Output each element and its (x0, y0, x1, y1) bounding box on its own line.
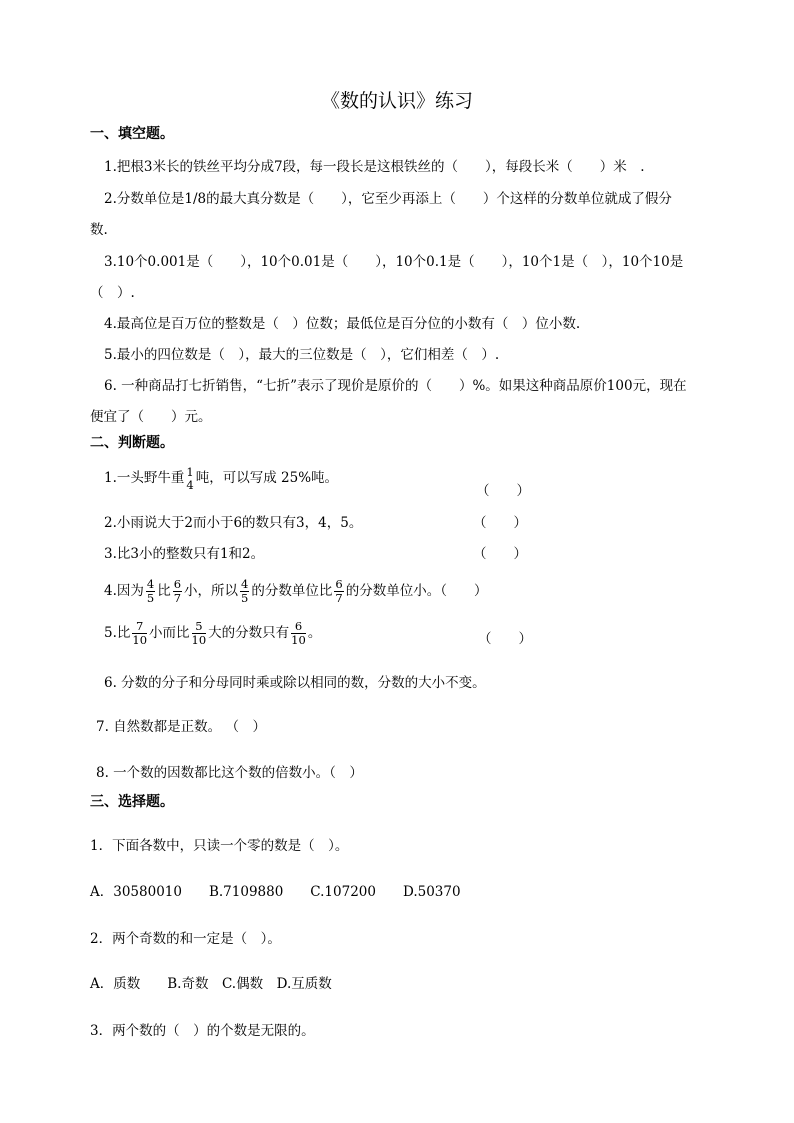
judge-question-6: 6. 分数的分子和分母同时乘或除以相同的数，分数的大小不变。 (104, 675, 486, 691)
fraction-6-7 (334, 578, 343, 605)
judge-question-1 (104, 466, 338, 492)
fraction-5-10 (192, 620, 207, 647)
fraction-denominator: 10 (291, 632, 306, 647)
fraction-6-7 (173, 578, 182, 605)
judge-q4-text: 小，所以 (184, 582, 239, 599)
fill-question-6: 6. 一种商品打七折销售，“七折”表示了现价是原价的（ ）%。如果这种商品原价100元，现在 (104, 378, 687, 394)
fraction-4-5 (240, 578, 249, 605)
judge-q5-text: 大的分数只有 (208, 624, 290, 641)
fraction-numerator: 6 (291, 620, 306, 634)
section-heading-judge: 二、判断题。 (90, 435, 174, 451)
choice-question-1: 1．下面各数中，只读一个零的数是（ ）。 (90, 838, 349, 854)
judge-question-5 (104, 620, 321, 647)
fraction-numerator: 4 (241, 577, 249, 591)
judge-q4-text-end: 的分数单位小。（ ） (345, 582, 488, 599)
judge-question-3: 3.比3小的整数只有1和2。 (104, 546, 265, 562)
fraction-numerator: 6 (173, 577, 182, 591)
judge-q2-answer-paren: （ ） (473, 515, 527, 531)
fraction-numerator: 5 (192, 620, 207, 634)
fill-question-1: 1.把根3米长的铁丝平均分成7段，每一段长是这根铁丝的（ ），每段长米（ ）米 . (104, 159, 645, 175)
fraction-denominator: 4 (186, 477, 194, 492)
choice-question-1-options: A．30580010 B.7109880 C.107200 D.50370 (90, 884, 461, 900)
judge-question-2: 2.小雨说大于2而小于6的数只有3，4，5。 (104, 515, 363, 531)
fill-question-2-cont: 数. (90, 222, 108, 238)
judge-q5-text: 5.比 (104, 624, 131, 641)
section-heading-fill: 一、填空题。 (90, 126, 174, 142)
judge-q5-text-end: 。 (307, 624, 322, 641)
fraction-numerator: 4 (146, 577, 155, 591)
fraction-denominator: 5 (241, 590, 249, 605)
judge-question-8: 8. 一个数的因数都比这个数的倍数小。（ ） (96, 765, 363, 781)
fill-question-3: 3.10个0.001是（ ），10个0.01是（ ），10个0.1是（ ），10个1是（ ），10个10是 (104, 254, 684, 270)
fraction-numerator: 7 (132, 620, 147, 634)
fraction-denominator: 5 (146, 590, 155, 605)
choice-question-2: 2．两个奇数的和一定是（ ）。 (90, 931, 281, 947)
fraction-numerator: 1 (186, 465, 194, 479)
fill-question-6-cont: 便宜了（ ）元。 (90, 409, 212, 425)
fraction-denominator: 10 (132, 632, 148, 647)
fraction-7-10 (132, 620, 147, 647)
judge-q3-answer-paren: （ ） (473, 546, 527, 562)
choice-question-3: 3．两个数的（ ）的个数是无限的。 (90, 1023, 315, 1039)
judge-question-4 (104, 578, 487, 605)
fraction-denominator: 7 (173, 590, 182, 605)
judge-q4-text: 4.因为 (104, 582, 144, 599)
fraction-6-10 (291, 620, 306, 647)
fill-question-4: 4.最高位是百万位的整数是（ ）位数；最低位是百分位的小数有（ ）位小数. (104, 316, 581, 332)
judge-q1-text-end: 吨，可以写成 25%吨。 (195, 470, 339, 487)
fraction-denominator: 10 (191, 632, 207, 647)
fill-question-5: 5.最小的四位数是（ ），最大的三位数是（ ），它们相差（ ）. (104, 347, 500, 363)
page-title: 《数的认识》练习 (320, 90, 473, 112)
judge-question-7: 7. 自然数都是正数。 （ ） (96, 719, 266, 735)
judge-q5-text: 小而比 (149, 624, 190, 641)
judge-q1-text: 1.一头野牛重 (104, 470, 185, 487)
section-heading-choice: 三、选择题。 (90, 794, 174, 810)
judge-q4-text: 的分数单位比 (251, 582, 333, 599)
judge-q5-answer-paren: （ ） (478, 631, 532, 647)
judge-q4-text: 比 (157, 582, 171, 599)
fraction-1-4 (186, 466, 193, 492)
judge-q1-answer-paren: （ ） (476, 483, 530, 499)
fraction-4-5 (146, 578, 155, 605)
fill-question-2: 2.分数单位是1/8的最大真分数是（ ），它至少再添上（ ）个这样的分数单位就成了假分 (104, 191, 672, 207)
fill-question-3-cont: （ ）. (90, 285, 135, 301)
choice-question-2-options: A．质数 B.奇数 C.偶数 D.互质数 (90, 976, 332, 992)
fraction-numerator: 6 (335, 577, 343, 591)
fraction-denominator: 7 (335, 590, 343, 605)
